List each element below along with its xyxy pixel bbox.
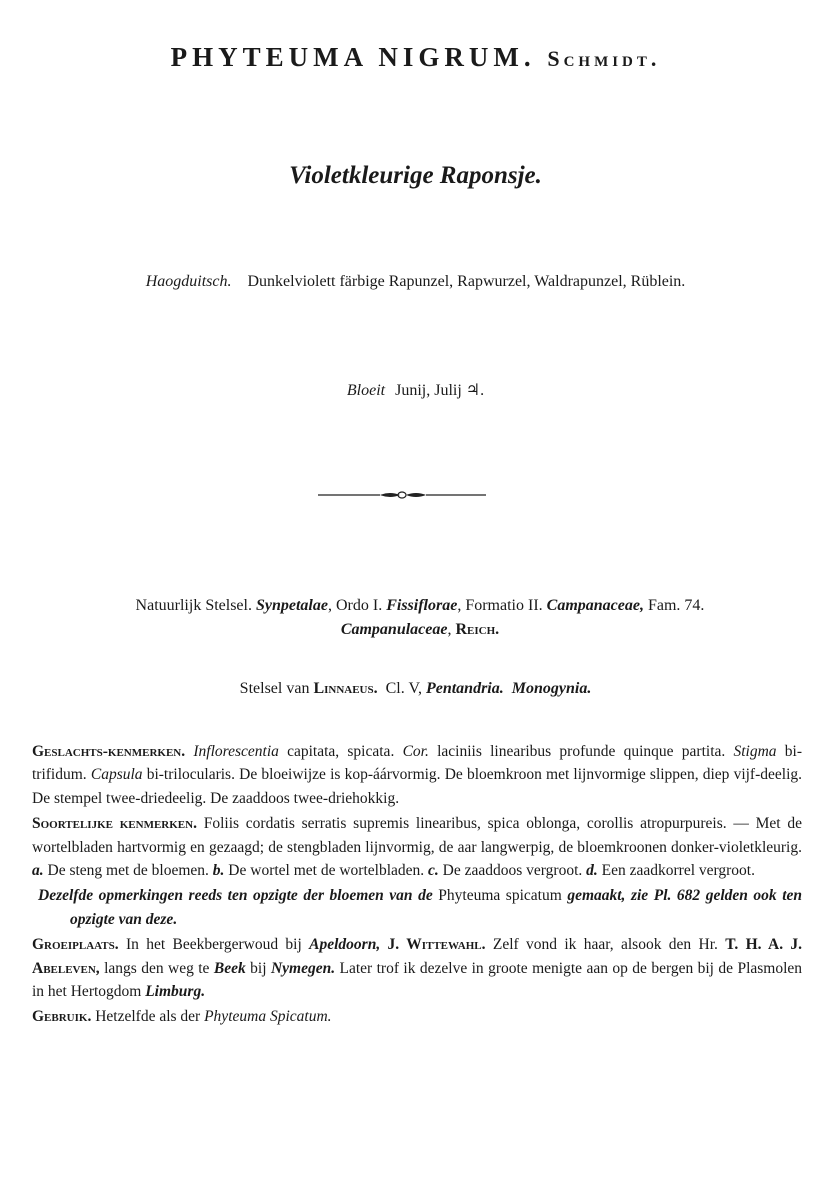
stigma: Stigma (733, 743, 777, 760)
ornamental-divider (318, 488, 486, 502)
synpetalae: Synpetalae (255, 597, 328, 614)
inflorescentia: Inflorescentia (193, 743, 279, 760)
habitat-text-5: Later trof ik dezelve in groote menigte aan op de bergen bij de Plasmolen in het Hertogdom (32, 959, 803, 1001)
linnaeus-label: Stelsel van (239, 680, 310, 697)
family-number: Fam. 74. (647, 597, 705, 614)
remarks-paragraph (32, 884, 802, 931)
genus-text-3: bi-trifidum. (32, 743, 803, 784)
abeleven: T. H. A. J. Abeleven, (32, 936, 803, 977)
apeldoorn: Apeldoorn, (309, 936, 381, 954)
usage-label: Gebruik. (32, 1008, 92, 1026)
figure-c: c. (428, 862, 439, 880)
flowering-period (0, 380, 831, 400)
cor: Cor. (402, 743, 429, 760)
linnaeus-name: Linnaeus. (313, 680, 378, 697)
remarks-text-2: gemaakt, zie Pl. 682 gelden ook ten opzigte van deze. (70, 887, 803, 928)
species-text-5: Een zaadkorrel vergroot. (601, 862, 755, 880)
habitat-label: Groeiplaats. (32, 936, 119, 954)
species-text-3: De wortel met de wortelbladen. (228, 862, 425, 880)
phyteuma-spicatum-ref: Phyteuma spicatum (438, 887, 562, 905)
pentandria: Pentandria. (425, 680, 504, 697)
habitat-text-3: langs den weg te (104, 959, 210, 977)
beek: Beek (213, 959, 246, 977)
habitat-text-4: bij (250, 959, 267, 977)
capsula: Capsula (90, 766, 143, 784)
species-author: Schmidt. (547, 46, 661, 71)
campanulaceae: Campanulaceae (340, 621, 448, 638)
dutch-common-name: Violetkleurige Raponsje. (289, 162, 542, 189)
figure-d: d. (586, 862, 598, 880)
genus-characters (32, 740, 802, 810)
usage-phyteuma: Phyteuma Spicatum. (204, 1008, 332, 1026)
species-text-2: De steng met de bloemen. (47, 862, 209, 880)
formatio: , Formatio II. (457, 597, 543, 614)
german-label: Haogduitsch. (145, 273, 232, 290)
remarks-text-1: Dezelfde opmerkingen reeds ten opzigte der bloemen van de (38, 887, 433, 905)
species-characters (32, 812, 802, 882)
usage-paragraph (32, 1005, 802, 1028)
species-label: Soortelijke kenmerken. (32, 815, 197, 833)
monogynia: Monogynia. (511, 680, 592, 697)
usage-text: Hetzelfde als der (95, 1008, 201, 1026)
german-text: Dunkelviolett färbige Rapunzel, Rapwurzel, Waldrapunzel, Rüblein. (247, 273, 686, 290)
habitat-text-1: In het Beekbergerwoud bij (125, 936, 302, 954)
linnaeus-system (0, 680, 831, 698)
genus-label: Geslachts-kenmerken. (32, 743, 186, 760)
figure-b: b. (212, 862, 225, 880)
habitat-paragraph (32, 933, 802, 1003)
natural-system-label: Natuurlijk Stelsel. (135, 597, 252, 614)
campanaceae: Campanaceae, (546, 597, 644, 614)
description-body (32, 740, 802, 1031)
german-names (0, 273, 831, 291)
figure-a: a. (32, 862, 44, 880)
natural-system: Natuurlijk Stelsel. Synpetalae, Ordo I. Fissiflorae, Formatio II. Campanaceae, Fam. 74. Campanulaceae, Reich. (135, 597, 705, 638)
flowering-text: Junij, Julij ♃. (395, 382, 485, 399)
flowering-label: Bloeit (346, 382, 386, 399)
species-text-1: Foliis cordatis serratis supremis linearibus, spica oblonga, corollis atropurpureis. — Met de wortelbladen hartvormig en gezaagd; de stengbladen lijnvormig, de aar langwerpig, de bloemkroonen donker-violetkleurig. (32, 815, 803, 856)
species-text-4: De zaaddoos vergroot. (442, 862, 583, 880)
page-title (0, 42, 831, 73)
linnaeus-class: Cl. V, (385, 680, 422, 697)
reich: Reich. (455, 621, 500, 638)
ordo: , Ordo I. (327, 597, 383, 614)
limburg: Limburg. (145, 983, 206, 1001)
species-name: PHYTEUMA NIGRUM. (170, 42, 536, 72)
genus-text-4: bi-trilocularis. De bloeiwijze is kop-áárvormig. De bloemkroon met lijnvormige slippen, diep vijf-deelig. De stempel twee-driedeelig. De zaaddoos twee-driehokkig. (32, 766, 803, 807)
genus-text-2: laciniis linearibus profunde quinque partita. (437, 743, 726, 760)
habitat-text-2: Zelf vond ik haar, alsook den Hr. (492, 936, 718, 954)
fissiflorae: Fissiflorae (386, 597, 458, 614)
wittewahl: J. Wittewahl. (387, 936, 486, 954)
nymegen: Nymegen. (270, 959, 336, 977)
genus-text-1: capitata, spicata. (287, 743, 395, 760)
